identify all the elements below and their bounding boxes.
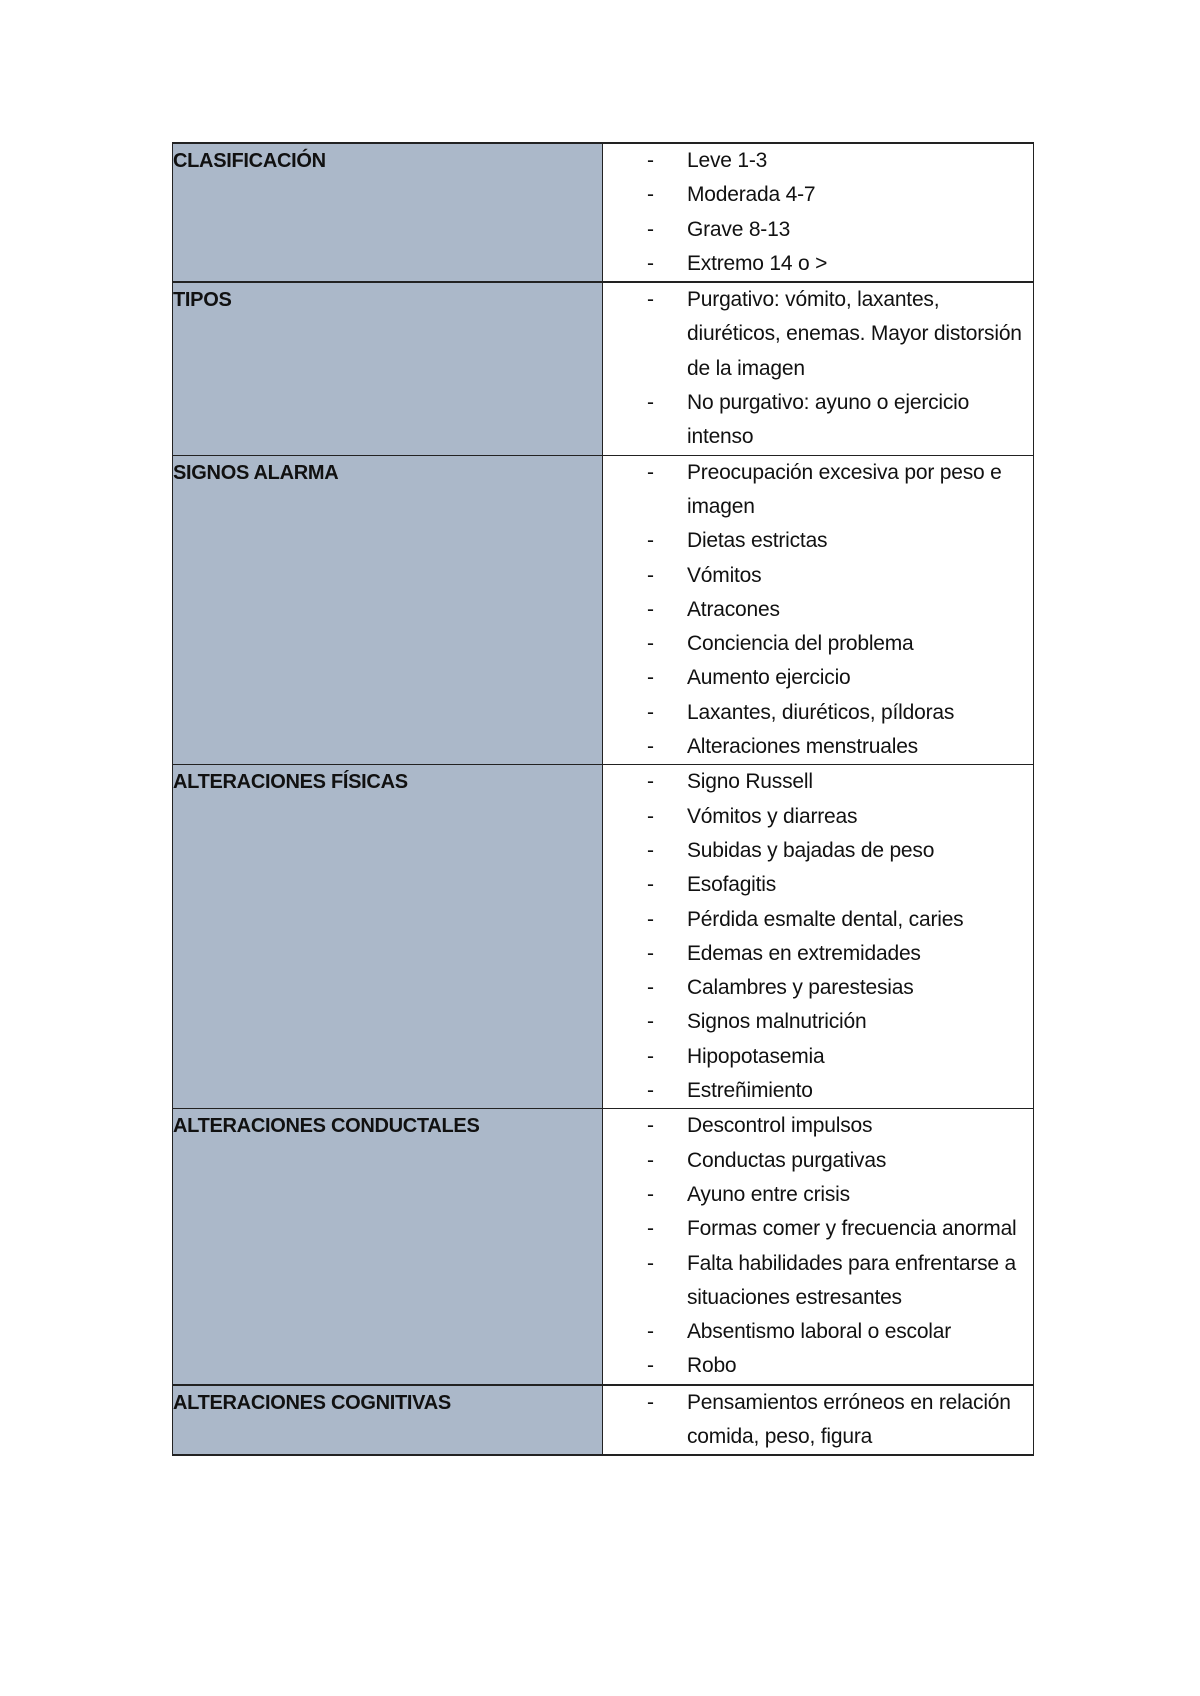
dash-bullet: - bbox=[647, 1182, 654, 1206]
dash-bullet: - bbox=[647, 1044, 654, 1068]
list-item: - Alteraciones menstruales bbox=[603, 730, 1033, 764]
dash-bullet: - bbox=[647, 391, 654, 415]
list-item: - Falta habilidades para enfrentarse a situaciones estresantes bbox=[603, 1247, 1033, 1316]
list-item: - Conciencia del problema bbox=[603, 627, 1033, 661]
row-label: ALTERACIONES COGNITIVAS bbox=[173, 1385, 603, 1456]
classification-table bbox=[172, 142, 1034, 1456]
list-item: - Dietas estrictas bbox=[603, 524, 1033, 558]
dash-bullet: - bbox=[647, 288, 654, 312]
list-item: - Leve 1-3 bbox=[603, 144, 1033, 178]
list-item: - Purgativo: vómito, laxantes, diuréticos, enemas. Mayor distorsión de la imagen bbox=[603, 283, 1033, 386]
list-item: - No purgativo: ayuno o ejercicio intenso bbox=[603, 386, 1033, 455]
list-item: - Estreñimiento bbox=[603, 1074, 1033, 1108]
dash-bullet: - bbox=[647, 251, 654, 275]
list-item: - Descontrol impulsos bbox=[603, 1109, 1033, 1143]
row-items bbox=[603, 143, 1034, 282]
item-list bbox=[603, 1109, 1033, 1383]
item-list bbox=[603, 283, 1033, 454]
item-list bbox=[603, 456, 1033, 765]
dash-bullet: - bbox=[647, 666, 654, 690]
list-item: - Grave 8-13 bbox=[603, 213, 1033, 247]
dash-bullet: - bbox=[647, 1079, 654, 1103]
dash-bullet: - bbox=[647, 1320, 654, 1344]
row-items bbox=[603, 1385, 1034, 1456]
dash-bullet: - bbox=[647, 597, 654, 621]
item-list bbox=[603, 765, 1033, 1108]
list-item: - Laxantes, diuréticos, píldoras bbox=[603, 696, 1033, 730]
list-item: - Calambres y parestesias bbox=[603, 971, 1033, 1005]
table-row-alteraciones-fisicas bbox=[173, 765, 1034, 1109]
dash-bullet: - bbox=[647, 563, 654, 587]
dash-bullet: - bbox=[647, 1010, 654, 1034]
list-item: - Hipopotasemia bbox=[603, 1040, 1033, 1074]
row-label: ALTERACIONES CONDUCTALES bbox=[173, 1109, 603, 1385]
dash-bullet: - bbox=[647, 149, 654, 172]
dash-bullet: - bbox=[647, 873, 654, 897]
row-items bbox=[603, 1109, 1034, 1385]
list-item: - Robo bbox=[603, 1349, 1033, 1383]
dash-bullet: - bbox=[647, 460, 654, 484]
dash-bullet: - bbox=[647, 217, 654, 241]
dash-bullet: - bbox=[647, 1148, 654, 1172]
list-item: - Preocupación excesiva por peso e imagen bbox=[603, 456, 1033, 525]
item-list bbox=[603, 1386, 1033, 1455]
dash-bullet: - bbox=[647, 1354, 654, 1378]
list-item: - Formas comer y frecuencia anormal bbox=[603, 1212, 1033, 1246]
list-item: - Moderada 4-7 bbox=[603, 178, 1033, 212]
row-items bbox=[603, 765, 1034, 1109]
dash-bullet: - bbox=[647, 1217, 654, 1241]
table-row-signos-alarma bbox=[173, 455, 1034, 765]
dash-bullet: - bbox=[647, 1390, 654, 1414]
table-row-clasificacion bbox=[173, 143, 1034, 282]
row-label: SIGNOS ALARMA bbox=[173, 455, 603, 765]
list-item: - Pensamientos erróneos en relación comida, peso, figura bbox=[603, 1386, 1033, 1455]
dash-bullet: - bbox=[647, 700, 654, 724]
dash-bullet: - bbox=[647, 1114, 654, 1138]
dash-bullet: - bbox=[647, 529, 654, 553]
dash-bullet: - bbox=[647, 976, 654, 1000]
list-item: - Signos malnutrición bbox=[603, 1005, 1033, 1039]
list-item: - Absentismo laboral o escolar bbox=[603, 1315, 1033, 1349]
row-label: ALTERACIONES FÍSICAS bbox=[173, 765, 603, 1109]
list-item: - Conductas purgativas bbox=[603, 1144, 1033, 1178]
list-item: - Pérdida esmalte dental, caries bbox=[603, 903, 1033, 937]
row-items bbox=[603, 455, 1034, 765]
row-label: TIPOS bbox=[173, 282, 603, 455]
table-row-tipos bbox=[173, 282, 1034, 455]
row-label: CLASIFICACIÓN bbox=[173, 143, 603, 282]
list-item: - Esofagitis bbox=[603, 868, 1033, 902]
list-item: - Edemas en extremidades bbox=[603, 937, 1033, 971]
dash-bullet: - bbox=[647, 838, 654, 862]
dash-bullet: - bbox=[647, 183, 654, 207]
dash-bullet: - bbox=[647, 907, 654, 931]
dash-bullet: - bbox=[647, 804, 654, 828]
item-list bbox=[603, 144, 1033, 281]
dash-bullet: - bbox=[647, 770, 654, 794]
list-item: - Subidas y bajadas de peso bbox=[603, 834, 1033, 868]
row-items bbox=[603, 282, 1034, 455]
dash-bullet: - bbox=[647, 1251, 654, 1275]
list-item: - Extremo 14 o > bbox=[603, 247, 1033, 281]
list-item: - Ayuno entre crisis bbox=[603, 1178, 1033, 1212]
list-item: - Signo Russell bbox=[603, 765, 1033, 799]
dash-bullet: - bbox=[647, 941, 654, 965]
list-item: - Vómitos bbox=[603, 559, 1033, 593]
table-row-alteraciones-conductales bbox=[173, 1109, 1034, 1385]
dash-bullet: - bbox=[647, 632, 654, 656]
dash-bullet: - bbox=[647, 735, 654, 759]
list-item: - Aumento ejercicio bbox=[603, 661, 1033, 695]
list-item: - Vómitos y diarreas bbox=[603, 800, 1033, 834]
list-item: - Atracones bbox=[603, 593, 1033, 627]
table-row-alteraciones-cognitivas bbox=[173, 1385, 1034, 1456]
